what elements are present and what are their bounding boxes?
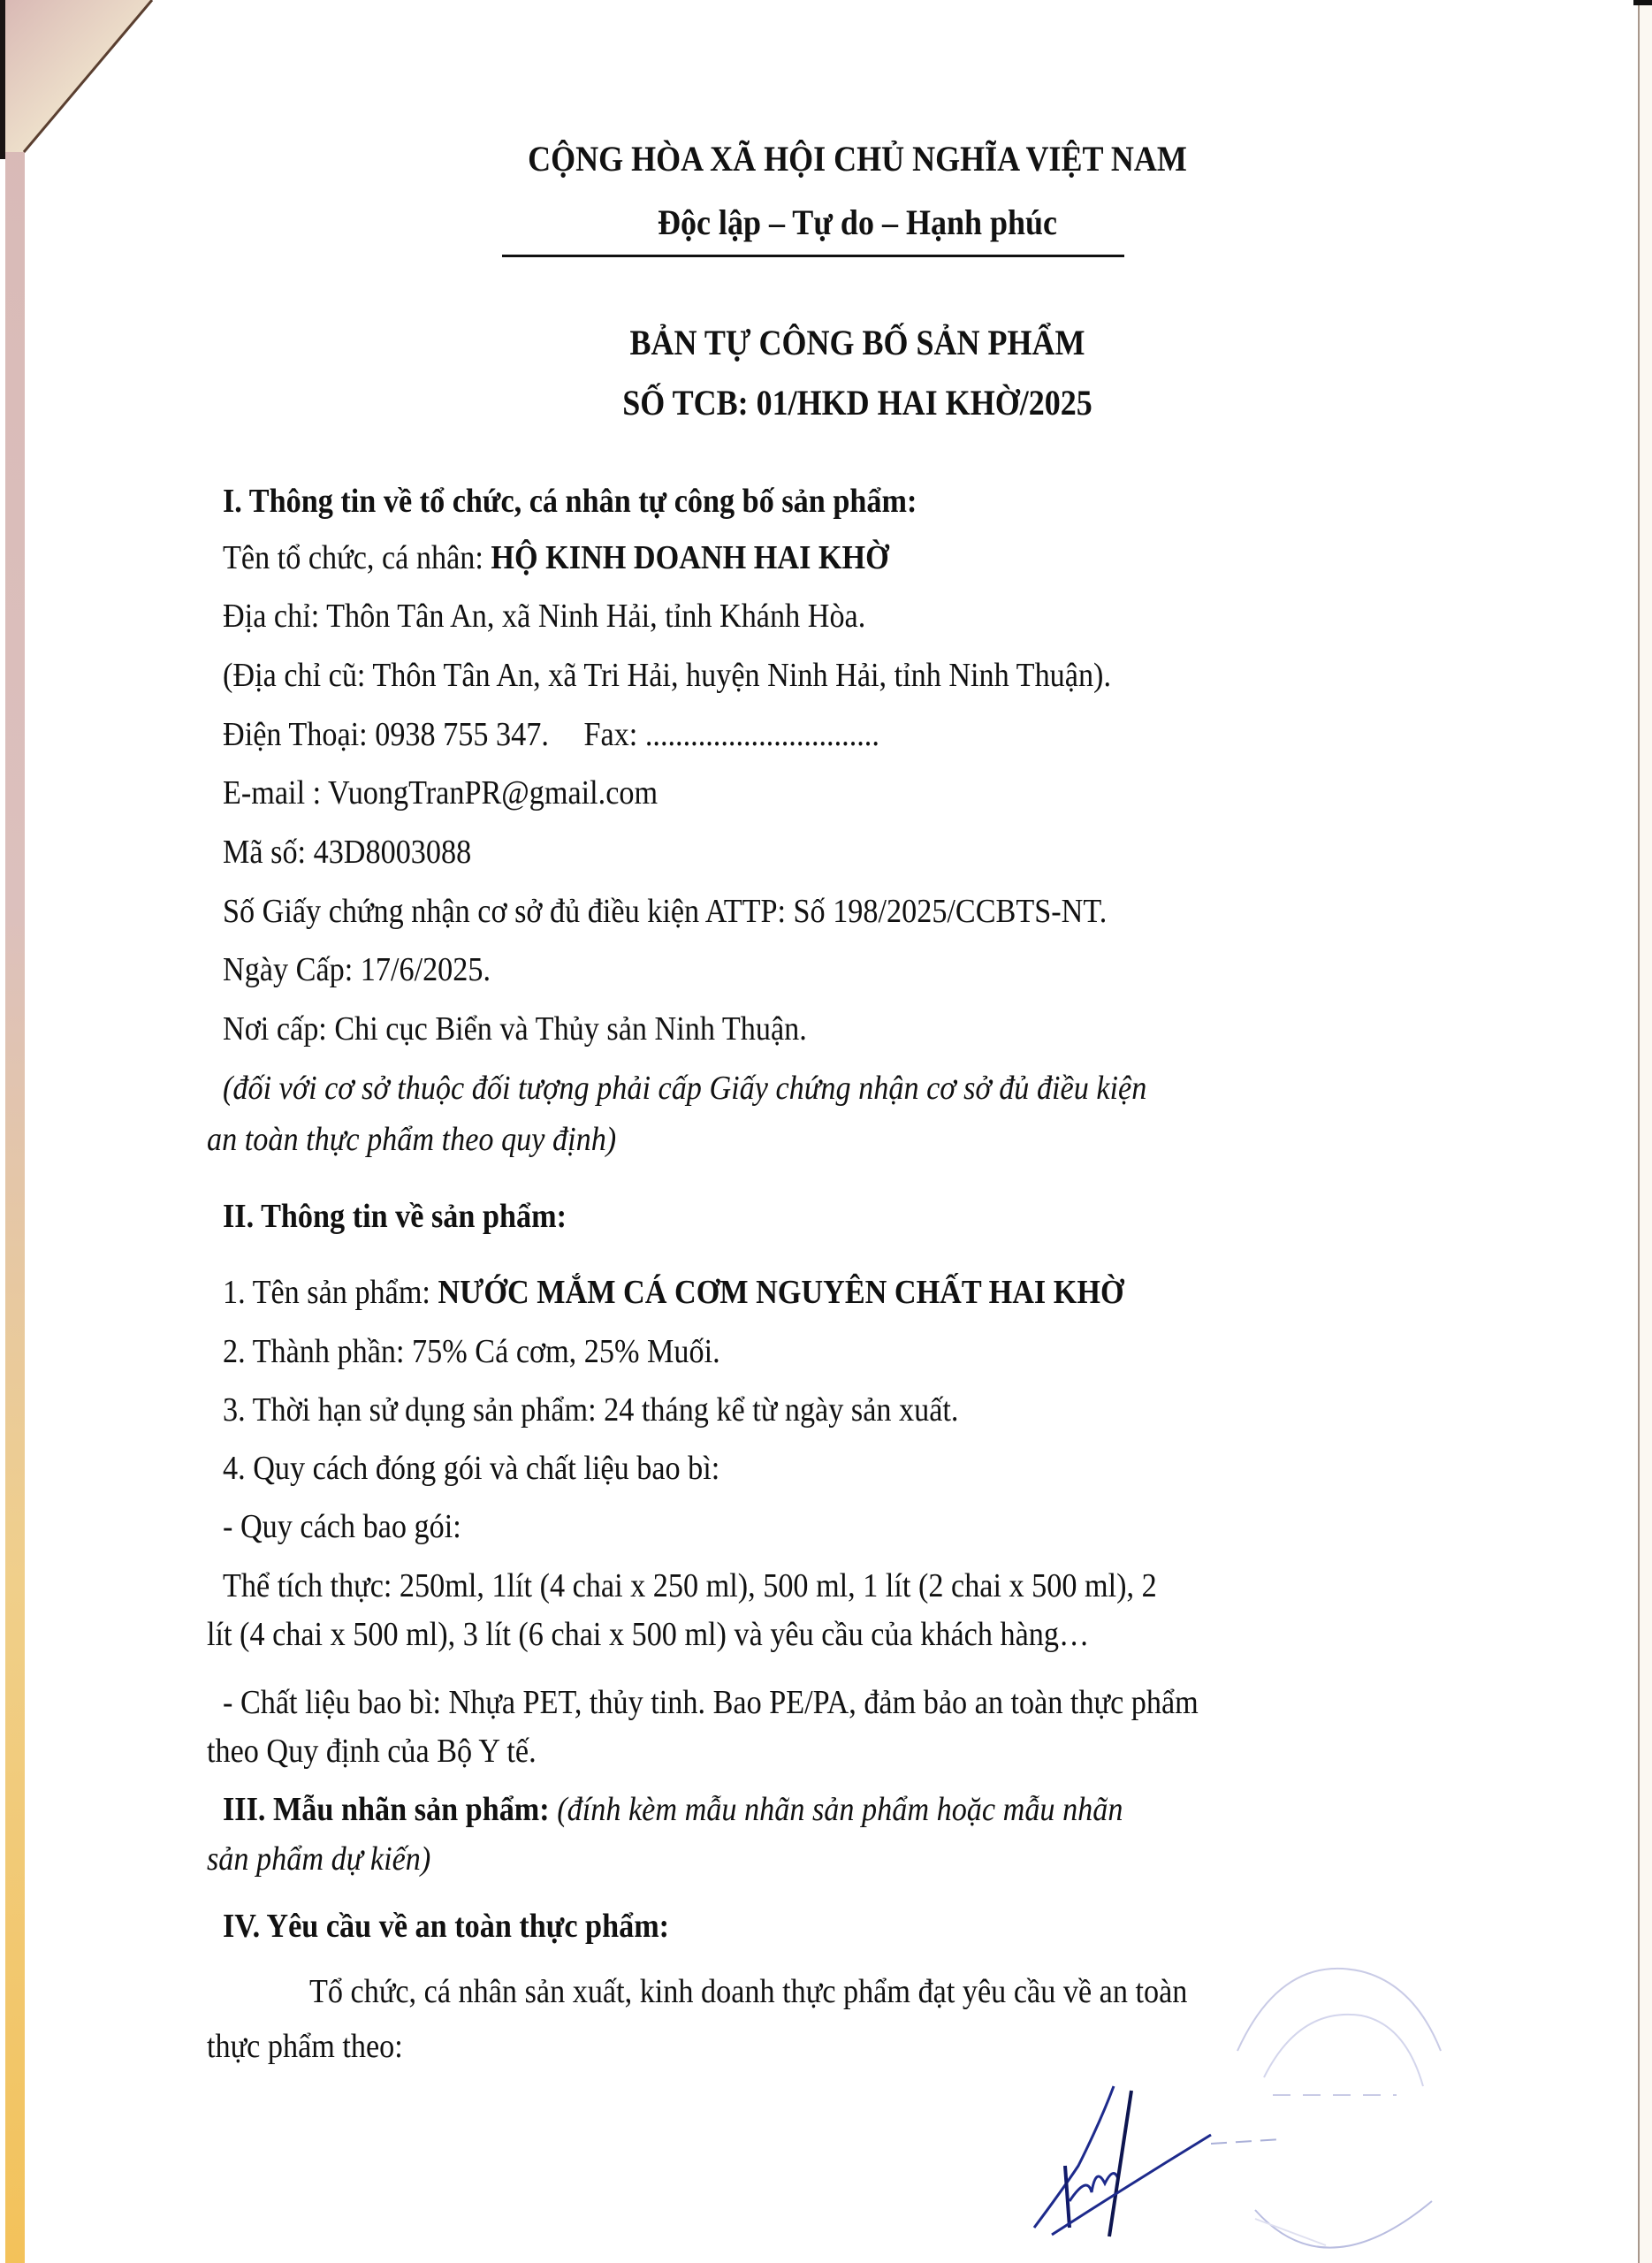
- packaging-material-line-2: theo Quy định của Bộ Y tế.: [207, 1733, 537, 1770]
- section-2-heading: II. Thông tin về sản phẩm:: [223, 1198, 567, 1235]
- address: Địa chỉ: Thôn Tân An, xã Ninh Hải, tỉnh Khánh Hòa.: [223, 598, 866, 635]
- folded-corner: [0, 0, 159, 159]
- product-name-value: NƯỚC MẮM CÁ CƠM NGUYÊN CHẤT HAI KHỜ: [438, 1274, 1124, 1311]
- scan-right-shadow: [1633, 0, 1652, 5]
- document-number: SỐ TCB: 01/HKD HAI KHỜ/2025: [622, 383, 1092, 423]
- tax-code: Mã số: 43D8003088: [223, 834, 472, 871]
- packaging-heading: 4. Quy cách đóng gói và chất liệu bao bì:: [223, 1450, 720, 1487]
- section-3-note-line-2: sản phẩm dự kiến): [207, 1840, 431, 1878]
- email: E-mail : VuongTranPR@gmail.com: [223, 774, 659, 811]
- organization-name-value: HỘ KINH DOANH HAI KHỜ: [491, 539, 889, 576]
- product-name-label: 1. Tên sản phẩm:: [223, 1274, 438, 1311]
- signature: [1016, 2069, 1308, 2245]
- old-address: (Địa chỉ cũ: Thôn Tân An, xã Tri Hải, huyện Ninh Hải, tỉnh Ninh Thuận).: [223, 657, 1112, 694]
- motto-underline: [502, 255, 1124, 257]
- net-volume-line-2: lít (4 chai x 500 ml), 3 lít (6 chai x 500 ml) và yêu cầu của khách hàng…: [207, 1616, 1090, 1653]
- phone: Điện Thoại: 0938 755 347.: [223, 716, 549, 753]
- net-volume-line-1: Thể tích thực: 250ml, 1lít (4 chai x 250 ml), 500 ml, 1 lít (2 chai x 500 ml), 2: [223, 1567, 1157, 1604]
- shelf-life: 3. Thời hạn sử dụng sản phẩm: 24 tháng kể từ ngày sản xuất.: [223, 1391, 959, 1429]
- section-4-body-line-2: thực phẩm theo:: [207, 2028, 403, 2065]
- national-motto: Độc lập – Tự do – Hạnh phúc: [657, 202, 1058, 242]
- document-title: BẢN TỰ CÔNG BỐ SẢN PHẨM: [629, 323, 1085, 362]
- certificate-note-line-2: an toàn thực phẩm theo quy định): [207, 1121, 617, 1158]
- organization-name: [223, 541, 889, 575]
- fax: Fax: ...............................: [583, 716, 879, 753]
- food-safety-certificate: Số Giấy chứng nhận cơ sở đủ điều kiện ATTP: Số 198/2025/CCBTS-NT.: [223, 893, 1108, 930]
- packaging-spec-label: - Quy cách bao gói:: [223, 1508, 461, 1545]
- national-title: CỘNG HÒA XÃ HỘI CHỦ NGHĨA VIỆT NAM: [528, 139, 1187, 179]
- ingredients: 2. Thành phần: 75% Cá cơm, 25% Muối.: [223, 1333, 720, 1370]
- section-1-heading: I. Thông tin về tổ chức, cá nhân tự công bố sản phẩm:: [223, 483, 917, 520]
- section-4-body-line-1: Tổ chức, cá nhân sản xuất, kinh doanh thực phẩm đạt yêu cầu về an toàn: [309, 1973, 1188, 2010]
- section-4-heading: IV. Yêu cầu về an toàn thực phẩm:: [223, 1908, 670, 1945]
- scan-right-margin: [1640, 0, 1652, 2263]
- scan-left-edge: [5, 0, 25, 2263]
- packaging-material-line-1: - Chất liệu bao bì: Nhựa PET, thủy tinh. Bao PE/PA, đảm bảo an toàn thực phẩm: [223, 1684, 1199, 1721]
- section-3-heading: [223, 1793, 1123, 1826]
- certificate-note-line-1: (đối với cơ sở thuộc đối tượng phải cấp Giấy chứng nhận cơ sở đủ điều kiện: [223, 1070, 1147, 1107]
- organization-name-label: Tên tổ chức, cá nhân:: [223, 539, 491, 576]
- issued-by: Nơi cấp: Chi cục Biển và Thủy sản Ninh Thuận.: [223, 1010, 807, 1048]
- section-3-title: III. Mẫu nhãn sản phẩm:: [223, 1791, 558, 1828]
- phone-fax: [223, 718, 879, 751]
- issue-date: Ngày Cấp: 17/6/2025.: [223, 951, 491, 988]
- section-3-note-line-1: (đính kèm mẫu nhãn sản phẩm hoặc mẫu nhãn: [557, 1791, 1123, 1828]
- product-name: [223, 1276, 1124, 1309]
